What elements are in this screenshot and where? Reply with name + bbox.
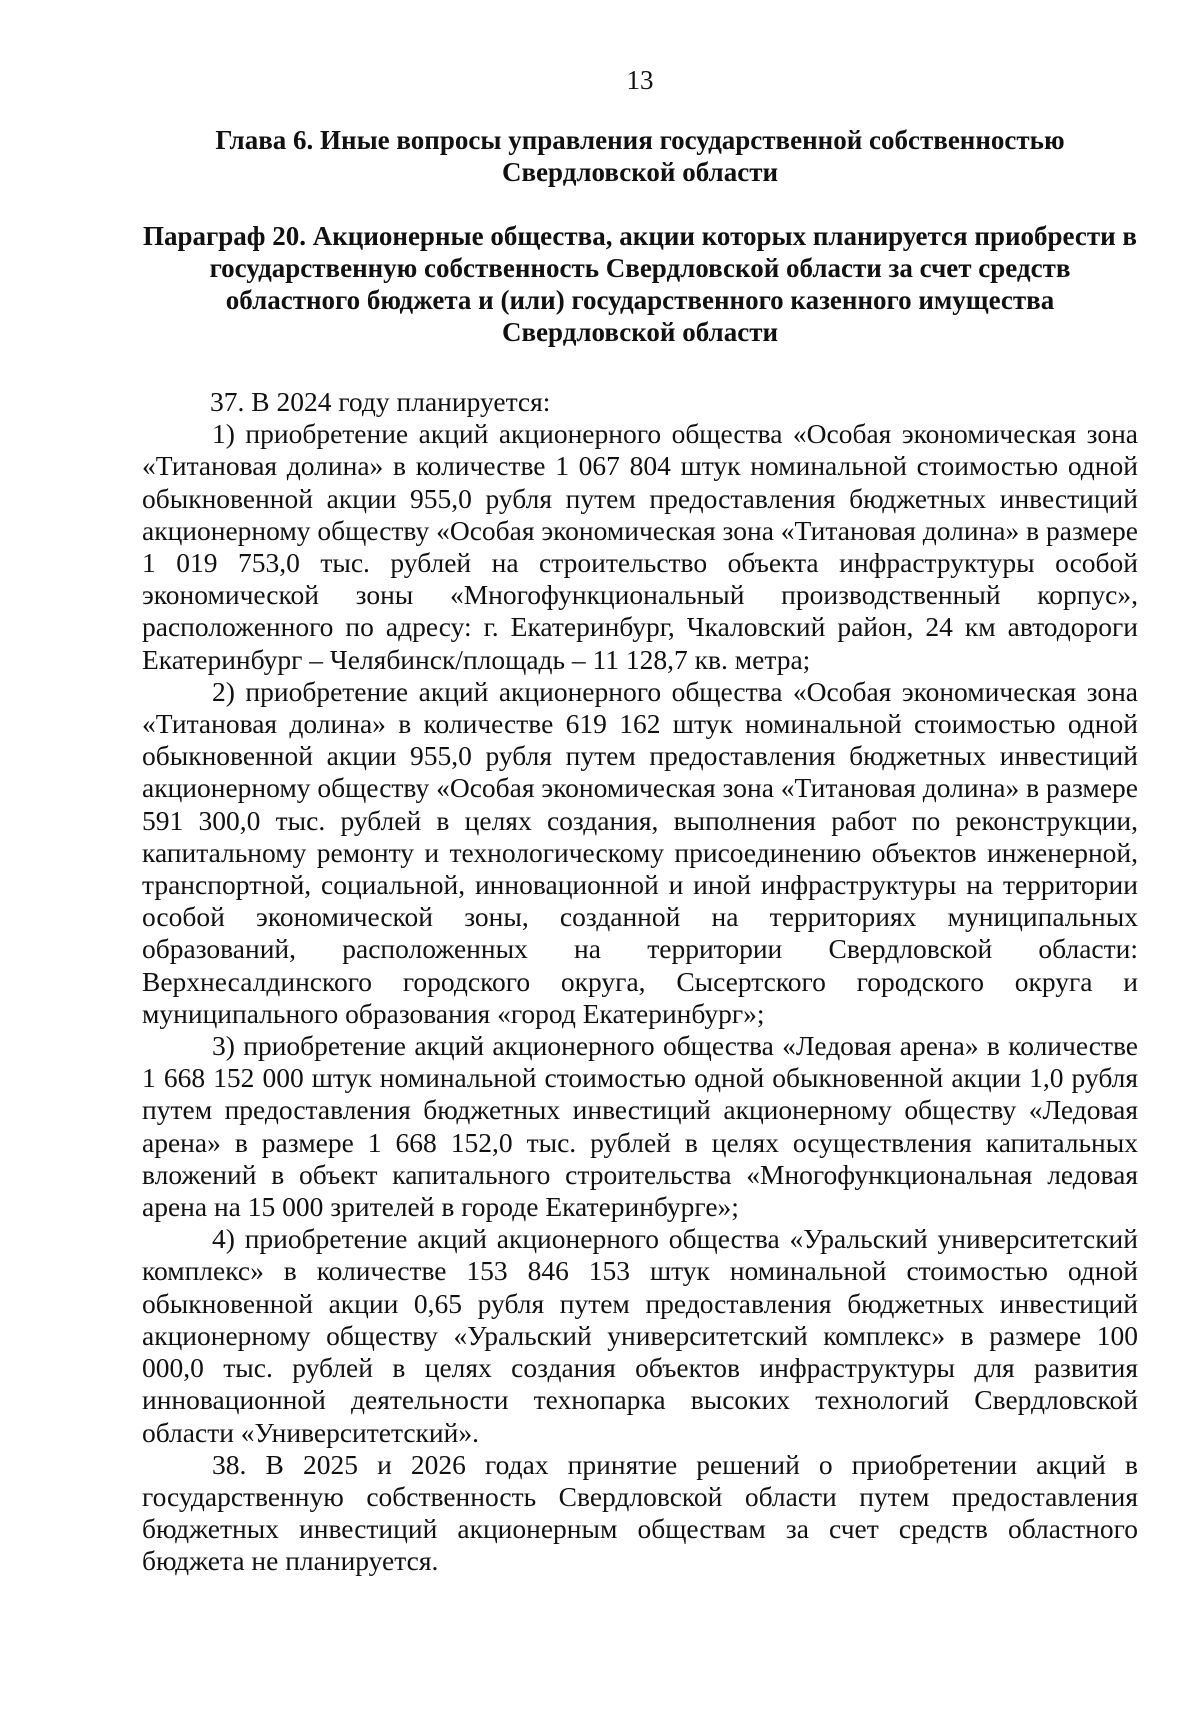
point-38: 38. В 2025 и 2026 годах принятие решений о приобретении акций в государственную собственность Свердловской области путем предоставления бюджетных инвестиций акционерным обществам за счет средств областного бюджета не планируется. <box>142 1448 1138 1577</box>
paragraph-title: Параграф 20. Акционерные общества, акции которых планируется приобрести в государственную собственность Свердловской области за счет средств областного бюджета и (или) государственного казенного имущества Свердловской области <box>143 221 1137 347</box>
list-item-2: 2) приобретение акций акционерного общества «Особая экономическая зона «Титановая долина» в количестве 619 162 штук номинальной стоимостью одной обыкновенной акции 955,0 рубля путем предоставления бюджетных инвестиций акционерному обществу «Особая экономическая зона «Титановая долина» в размере 591 300,0 тыс. рублей в целях создания, выполнения работ по реконструкции, капитальному ремонту и технологическому присоединению объектов инженерной, транспортной, социальной, инновационной и иной инфраструктуры на территории особой экономической зоны, созданной на территориях муниципальных образований, расположенных на территории Свердловской области: Верхнесалдинского городского округа, Сысертского городского округа и муниципального образования «город Екатеринбург»; <box>142 675 1138 1029</box>
document-body <box>142 386 1138 1578</box>
chapter-title-line1: Глава 6. Иные вопросы управления государственной собственностью <box>215 125 1065 155</box>
list-item-3: 3) приобретение акций акционерного общества «Ледовая арена» в количестве 1 668 152 000 штук номинальной стоимостью одной обыкновенной акции 1,0 рубля путем предоставления бюджетных инвестиций акционерному обществу «Ледовая арена» в размере 1 668 152,0 тыс. рублей в целях осуществления капитальных вложений в объект капитального строительства «Многофункциональная ледовая арена на 15 000 зрителей в городе Екатеринбурге»; <box>142 1030 1138 1223</box>
page-number: 13 <box>626 65 654 95</box>
list-item-4: 4) приобретение акций акционерного общества «Уральский университетский комплекс» в количестве 153 846 153 штук номинальной стоимостью одной обыкновенной акции 0,65 рубля путем предоставления бюджетных инвестиций акционерному обществу «Уральский университетский комплекс» в размере 100 000,0 тыс. рублей в целях создания объектов инфраструктуры для развития инновационной деятельности технопарка высоких технологий Свердловской области «Университетский». <box>142 1223 1138 1448</box>
chapter-title-line2: Свердловской области <box>501 157 779 187</box>
point-37: 37. В 2024 году планируется: <box>210 386 551 417</box>
list-item-1: 1) приобретение акций акционерного общества «Особая экономическая зона «Титановая долина» в количестве 1 067 804 штук номинальной стоимостью одной обыкновенной акции 955,0 рубля путем предоставления бюджетных инвестиций акционерному обществу «Особая экономическая зона «Титановая долина» в размере 1 019 753,0 тыс. рублей на строительство объекта инфраструктуры особой экономической зоны «Многофункциональный производственный корпус», расположенного по адресу: г. Екатеринбург, Чкаловский район, 24 км автодороги Екатеринбург – Челябинск/площадь – 11 128,7 кв. метра; <box>142 418 1138 675</box>
chapter-title <box>140 124 1140 188</box>
